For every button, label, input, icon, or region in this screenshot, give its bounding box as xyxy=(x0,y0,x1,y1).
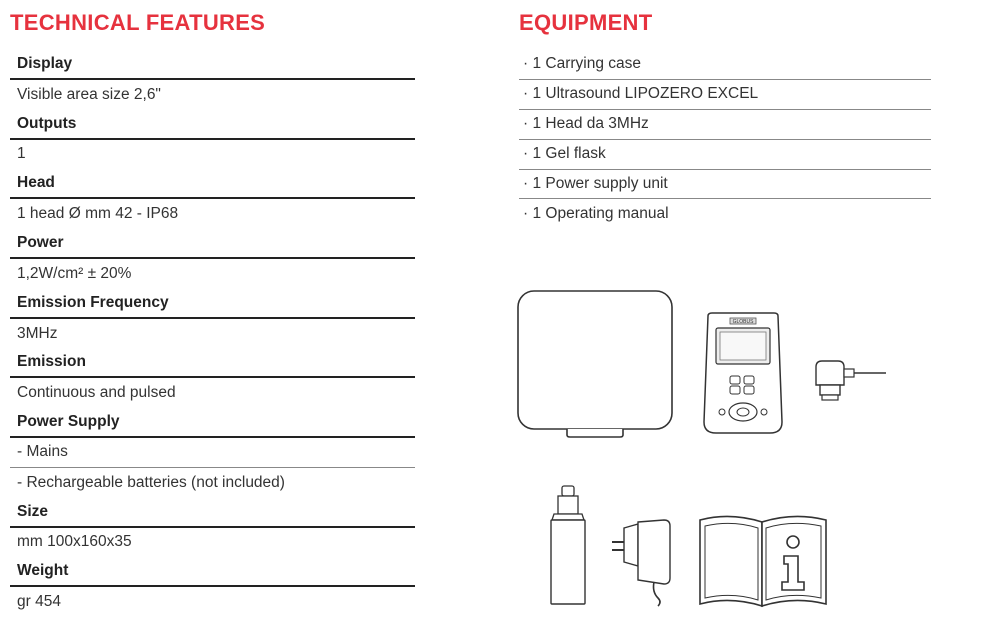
equipment-item-carrying-case: · 1 Carrying case xyxy=(519,50,931,80)
feature-label-head: Head xyxy=(10,169,415,199)
technical-features-table xyxy=(10,50,415,617)
feature-value-emission: Continuous and pulsed xyxy=(17,384,176,402)
feature-value-weight: gr 454 xyxy=(17,593,61,611)
feature-value-emission-frequency: 3MHz xyxy=(17,324,58,342)
feature-label-power: Power xyxy=(10,229,415,259)
power-plug-icon xyxy=(608,516,680,608)
feature-value-power-supply-mains: - Mains xyxy=(10,438,415,468)
gel-flask-icon xyxy=(546,484,590,608)
feature-value-head: 1 head Ø mm 42 - IP68 xyxy=(17,205,179,223)
operating-manual-icon xyxy=(696,512,830,610)
equipment-item-head: · 1 Head da 3MHz xyxy=(519,110,931,140)
equipment-title: EQUIPMENT xyxy=(519,10,653,35)
ultrasound-head-icon xyxy=(808,355,890,405)
feature-value-size: mm 100x160x35 xyxy=(17,533,132,551)
equipment-item-gel-flask: · 1 Gel flask xyxy=(519,140,931,170)
equipment-list xyxy=(519,50,931,229)
feature-value-display: Visible area size 2,6" xyxy=(17,85,161,103)
feature-label-weight: Weight xyxy=(10,557,415,587)
device-brand-label: GLOBUS xyxy=(732,319,754,325)
feature-value-outputs: 1 xyxy=(17,145,26,163)
feature-label-size: Size xyxy=(10,498,415,528)
feature-value-power: 1,2W/cm² ± 20% xyxy=(17,264,132,282)
feature-label-display: Display xyxy=(10,50,415,80)
carrying-case-icon xyxy=(514,288,676,440)
feature-value-power-supply-batteries: - Rechargeable batteries (not included) xyxy=(17,473,285,491)
feature-label-emission: Emission xyxy=(10,348,415,378)
feature-label-emission-frequency: Emission Frequency xyxy=(10,289,415,319)
feature-label-outputs: Outputs xyxy=(10,110,415,140)
technical-features-title: TECHNICAL FEATURES xyxy=(10,10,266,35)
ultrasound-device-icon xyxy=(700,312,786,436)
equipment-item-ultrasound-device: · 1 Ultrasound LIPOZERO EXCEL xyxy=(519,80,931,110)
equipment-item-operating-manual: · 1 Operating manual xyxy=(523,205,669,223)
equipment-item-power-supply: · 1 Power supply unit xyxy=(519,170,931,200)
feature-label-power-supply: Power Supply xyxy=(10,408,415,438)
